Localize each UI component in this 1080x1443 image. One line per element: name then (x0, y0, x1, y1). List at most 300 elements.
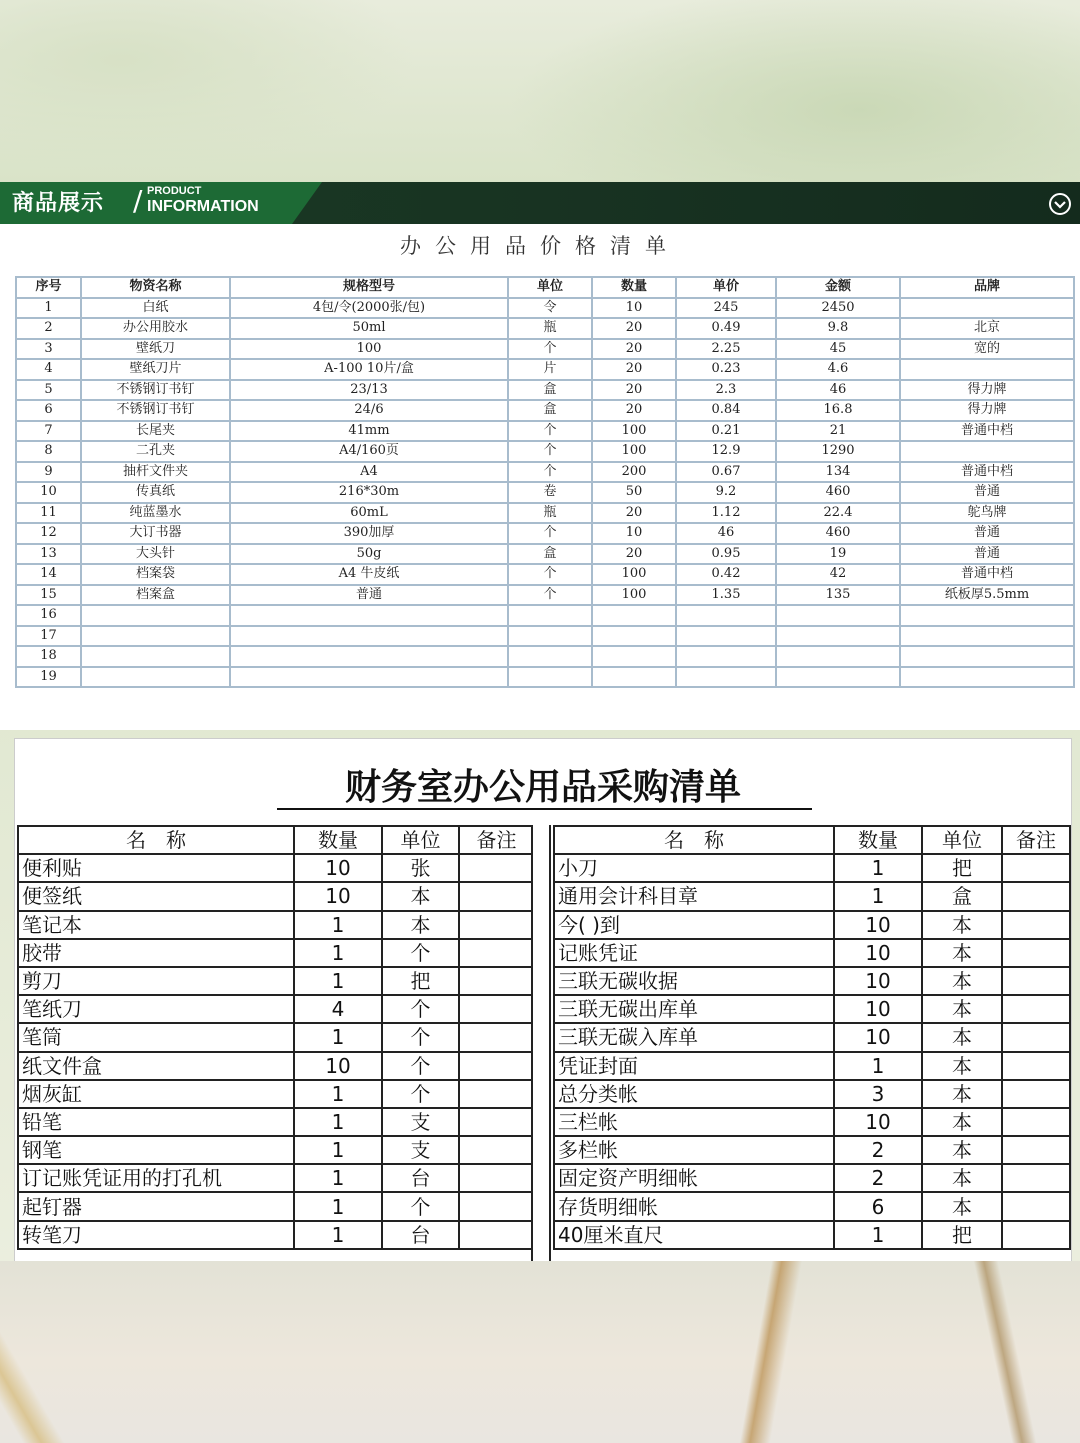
table-cell: 个 (508, 441, 592, 462)
table-cell: 传真纸 (81, 482, 230, 503)
table-cell: 10 (592, 523, 676, 544)
table-cell: 起钉器 (18, 1192, 294, 1220)
table-cell (1002, 1080, 1070, 1108)
table-cell (459, 1192, 534, 1220)
purchase-list-document (14, 738, 1072, 1262)
table-cell: 支 (382, 1108, 459, 1136)
table-cell: 今( )到 (554, 911, 834, 939)
table-cell: 盒 (508, 544, 592, 565)
table-cell: 10 (834, 939, 922, 967)
table-row (16, 482, 1074, 503)
table-cell: 42 (776, 564, 900, 585)
table-cell: 6 (834, 1192, 922, 1220)
table-row (554, 1136, 1070, 1164)
table-cell: 存货明细帐 (554, 1192, 834, 1220)
table-row (18, 939, 534, 967)
table-cell: 铅笔 (18, 1108, 294, 1136)
table-row (18, 1052, 534, 1080)
banner-title-zh: 商品展示 (12, 191, 105, 216)
table-row (16, 441, 1074, 462)
table-cell: 普通中档 (900, 421, 1074, 442)
table-cell (676, 646, 776, 667)
table-cell (592, 605, 676, 626)
table-cell: 本 (922, 967, 1002, 995)
table-cell (900, 359, 1074, 380)
table-cell: 2 (834, 1164, 922, 1192)
table-cell: 三栏帐 (554, 1108, 834, 1136)
table-row (18, 911, 534, 939)
table-row (18, 1221, 534, 1249)
table-cell: 抽杆文件夹 (81, 462, 230, 483)
table-cell (676, 667, 776, 688)
table-cell: 壁纸刀片 (81, 359, 230, 380)
table-row (18, 854, 534, 882)
table-cell: A4 (230, 462, 508, 483)
column-header: 名 称 (18, 826, 294, 854)
table-cell: 4包/令(2000张/包) (230, 298, 508, 319)
table-cell (81, 667, 230, 688)
table-row (554, 939, 1070, 967)
table-cell: 得力牌 (900, 380, 1074, 401)
table-row (18, 1192, 534, 1220)
table-cell: 笔纸刀 (18, 995, 294, 1023)
background-top (0, 0, 1080, 182)
table-cell: 本 (922, 1023, 1002, 1051)
table-cell: 小刀 (554, 854, 834, 882)
background-bottom (0, 1261, 1080, 1443)
table-cell: 5 (16, 380, 81, 401)
column-header: 金额 (776, 277, 900, 298)
table-cell: 10 (834, 995, 922, 1023)
price-list-document (0, 224, 1080, 730)
purchase-table-right (553, 825, 1071, 1250)
table-cell: 1 (834, 854, 922, 882)
table-cell (1002, 1164, 1070, 1192)
table-cell: 6 (16, 400, 81, 421)
table-cell (508, 646, 592, 667)
column-header: 备注 (1002, 826, 1070, 854)
table-cell: 档案盒 (81, 585, 230, 606)
table-cell: 0.84 (676, 400, 776, 421)
table-cell: 10 (834, 1023, 922, 1051)
banner-slash: / (133, 184, 143, 217)
table-cell: 订记账凭证用的打孔机 (18, 1164, 294, 1192)
column-header: 数量 (294, 826, 382, 854)
table-cell: 1 (834, 1052, 922, 1080)
table-cell: 本 (922, 1108, 1002, 1136)
table-cell (508, 667, 592, 688)
table-row (18, 1136, 534, 1164)
column-header: 规格型号 (230, 277, 508, 298)
column-header: 物资名称 (81, 277, 230, 298)
table-cell: 1.35 (676, 585, 776, 606)
table-cell (676, 626, 776, 647)
table-cell: 20 (592, 339, 676, 360)
table-cell: 12 (16, 523, 81, 544)
table-cell (900, 626, 1074, 647)
table-cell (230, 667, 508, 688)
table-cell: 1290 (776, 441, 900, 462)
table-cell: A4 牛皮纸 (230, 564, 508, 585)
table-cell: 个 (508, 564, 592, 585)
table-cell: 60mL (230, 503, 508, 524)
table-cell: 100 (592, 441, 676, 462)
table-row (16, 605, 1074, 626)
table-row (554, 854, 1070, 882)
table-cell: 2450 (776, 298, 900, 319)
table-cell: 10 (294, 882, 382, 910)
table-cell: 白纸 (81, 298, 230, 319)
table-cell: 14 (16, 564, 81, 585)
table-cell (81, 646, 230, 667)
table-cell: 不锈钢订书钉 (81, 400, 230, 421)
table-cell: 4.6 (776, 359, 900, 380)
table-row (16, 646, 1074, 667)
table-cell: 11 (16, 503, 81, 524)
table-row (18, 1023, 534, 1051)
table-cell: 普通中档 (900, 564, 1074, 585)
column-header: 品牌 (900, 277, 1074, 298)
table-cell: 把 (382, 967, 459, 995)
table-cell: 本 (382, 882, 459, 910)
table-cell: 个 (508, 585, 592, 606)
table-cell: 16.8 (776, 400, 900, 421)
purchase-list-title: 财务室办公用品采购清单 (344, 767, 741, 808)
table-cell (1002, 882, 1070, 910)
table-cell: 普通 (900, 482, 1074, 503)
table-row (554, 1192, 1070, 1220)
table-cell: 1 (834, 882, 922, 910)
table-cell: 10 (294, 1052, 382, 1080)
table-cell (459, 1136, 534, 1164)
table-cell: 笔记本 (18, 911, 294, 939)
table-cell: 1 (294, 1080, 382, 1108)
table-cell: 1 (834, 1221, 922, 1249)
table-cell: 本 (922, 1136, 1002, 1164)
table-cell: 100 (592, 564, 676, 585)
table-cell: 二孔夹 (81, 441, 230, 462)
table-cell: 普通 (230, 585, 508, 606)
table-cell: 把 (922, 1221, 1002, 1249)
purchase-table-left (17, 825, 535, 1250)
table-cell: 大订书器 (81, 523, 230, 544)
table-row (554, 1164, 1070, 1192)
table-row (18, 967, 534, 995)
table-cell (900, 441, 1074, 462)
table-row (18, 1080, 534, 1108)
table-cell: 45 (776, 339, 900, 360)
table-cell (459, 1052, 534, 1080)
table-cell: 1 (294, 1136, 382, 1164)
table-cell (459, 911, 534, 939)
price-list-table (15, 276, 1075, 688)
table-cell: 100 (592, 421, 676, 442)
table-cell: 100 (592, 585, 676, 606)
table-cell: 1 (16, 298, 81, 319)
table-cell: 本 (922, 911, 1002, 939)
table-row (554, 882, 1070, 910)
table-cell (459, 882, 534, 910)
table-cell: 便利贴 (18, 854, 294, 882)
table-cell: 41mm (230, 421, 508, 442)
table-cell (1002, 1136, 1070, 1164)
table-cell: 台 (382, 1164, 459, 1192)
table-cell (900, 667, 1074, 688)
table-cell: 135 (776, 585, 900, 606)
table-cell: 0.21 (676, 421, 776, 442)
table-cell: 10 (834, 1108, 922, 1136)
table-cell: 本 (382, 911, 459, 939)
table-row (16, 462, 1074, 483)
table-cell: 16 (16, 605, 81, 626)
table-cell (592, 626, 676, 647)
table-cell: 2.25 (676, 339, 776, 360)
table-row (18, 882, 534, 910)
table-cell: 7 (16, 421, 81, 442)
table-cell (459, 939, 534, 967)
table-row (16, 359, 1074, 380)
table-cell: 9.2 (676, 482, 776, 503)
table-cell (900, 298, 1074, 319)
table-cell: 剪刀 (18, 967, 294, 995)
table-cell: 20 (592, 544, 676, 565)
table-cell: 1.12 (676, 503, 776, 524)
table-cell: 把 (922, 854, 1002, 882)
table-cell: 9.8 (776, 318, 900, 339)
table-cell: 个 (508, 339, 592, 360)
table-cell: 台 (382, 1221, 459, 1249)
column-header: 备注 (459, 826, 534, 854)
table-cell (230, 626, 508, 647)
table-cell: 本 (922, 939, 1002, 967)
table-row (18, 995, 534, 1023)
table-cell: 本 (922, 1192, 1002, 1220)
table-cell: 通用会计科目章 (554, 882, 834, 910)
table-cell: 本 (922, 1080, 1002, 1108)
table-cell: 瓶 (508, 318, 592, 339)
table-cell: 460 (776, 523, 900, 544)
table-cell: 得力牌 (900, 400, 1074, 421)
table-row (554, 1108, 1070, 1136)
table-cell: 档案袋 (81, 564, 230, 585)
table-cell (459, 1221, 534, 1249)
table-cell: 10 (834, 967, 922, 995)
table-row (16, 339, 1074, 360)
table-cell (1002, 967, 1070, 995)
table-cell: 2.3 (676, 380, 776, 401)
table-row (16, 585, 1074, 606)
table-cell: 片 (508, 359, 592, 380)
table-cell: 鸵鸟牌 (900, 503, 1074, 524)
table-cell: 17 (16, 626, 81, 647)
table-cell: 盒 (922, 882, 1002, 910)
table-cell (592, 667, 676, 688)
table-cell: 13 (16, 544, 81, 565)
purchase-left-header-row (18, 826, 534, 854)
table-row (16, 503, 1074, 524)
table-cell (1002, 1108, 1070, 1136)
table-cell: 支 (382, 1136, 459, 1164)
table-cell: 大头针 (81, 544, 230, 565)
table-cell: 纸文件盒 (18, 1052, 294, 1080)
table-cell (508, 605, 592, 626)
table-cell: 多栏帐 (554, 1136, 834, 1164)
column-header: 序号 (16, 277, 81, 298)
table-cell: 个 (382, 1192, 459, 1220)
table-cell: 不锈钢订书钉 (81, 380, 230, 401)
table-cell: 3 (834, 1080, 922, 1108)
table-cell: 1 (294, 967, 382, 995)
table-cell (1002, 1192, 1070, 1220)
table-cell: 9 (16, 462, 81, 483)
table-row (554, 967, 1070, 995)
table-cell (676, 605, 776, 626)
table-row (16, 318, 1074, 339)
table-cell: 烟灰缸 (18, 1080, 294, 1108)
table-cell: 1 (294, 939, 382, 967)
table-cell: 北京 (900, 318, 1074, 339)
table-row (554, 911, 1070, 939)
table-cell: 22.4 (776, 503, 900, 524)
table-cell: 23/13 (230, 380, 508, 401)
table-cell: 长尾夹 (81, 421, 230, 442)
table-cell: 瓶 (508, 503, 592, 524)
table-cell: 8 (16, 441, 81, 462)
column-header: 单位 (508, 277, 592, 298)
table-cell (81, 605, 230, 626)
table-cell: 50ml (230, 318, 508, 339)
table-cell (1002, 911, 1070, 939)
table-cell: 12.9 (676, 441, 776, 462)
table-cell: 10 (294, 854, 382, 882)
column-header: 单位 (922, 826, 1002, 854)
table-cell (459, 854, 534, 882)
table-row (16, 564, 1074, 585)
table-cell: 4 (16, 359, 81, 380)
table-cell: 记账凭证 (554, 939, 834, 967)
table-cell: 0.95 (676, 544, 776, 565)
table-cell (900, 605, 1074, 626)
table-cell (1002, 1023, 1070, 1051)
table-cell: 19 (16, 667, 81, 688)
table-cell: 张 (382, 854, 459, 882)
table-cell: 50g (230, 544, 508, 565)
table-cell: 钢笔 (18, 1136, 294, 1164)
table-cell: 个 (382, 939, 459, 967)
table-cell (776, 667, 900, 688)
table-cell (508, 626, 592, 647)
column-header: 单位 (382, 826, 459, 854)
table-row (16, 400, 1074, 421)
table-cell: 令 (508, 298, 592, 319)
table-row (16, 544, 1074, 565)
table-cell (459, 995, 534, 1023)
table-cell: 便签纸 (18, 882, 294, 910)
table-cell (1002, 995, 1070, 1023)
table-cell: 本 (922, 1052, 1002, 1080)
table-row (16, 626, 1074, 647)
table-cell: 个 (382, 1052, 459, 1080)
table-cell: 个 (508, 523, 592, 544)
table-cell (459, 967, 534, 995)
table-cell (776, 646, 900, 667)
table-cell: 245 (676, 298, 776, 319)
table-cell (776, 605, 900, 626)
table-cell: 三联无碳出库单 (554, 995, 834, 1023)
table-cell: 本 (922, 1164, 1002, 1192)
table-cell: 19 (776, 544, 900, 565)
table-cell: 个 (382, 1023, 459, 1051)
column-header: 单价 (676, 277, 776, 298)
table-cell: 个 (508, 421, 592, 442)
table-cell: 卷 (508, 482, 592, 503)
table-cell (1002, 854, 1070, 882)
table-cell: 2 (16, 318, 81, 339)
title-underline (277, 808, 812, 810)
table-row (554, 1052, 1070, 1080)
table-row (554, 1023, 1070, 1051)
table-cell: 10 (16, 482, 81, 503)
table-cell (592, 646, 676, 667)
table-cell: 纯蓝墨水 (81, 503, 230, 524)
table-cell: 凭证封面 (554, 1052, 834, 1080)
table-cell: 0.49 (676, 318, 776, 339)
table-row (554, 1080, 1070, 1108)
table-row (18, 1108, 534, 1136)
table-cell: 三联无碳收据 (554, 967, 834, 995)
table-cell: 纸板厚5.5mm (900, 585, 1074, 606)
table-cell (459, 1164, 534, 1192)
price-list-header-row (16, 277, 1074, 298)
table-cell (900, 646, 1074, 667)
table-cell: 100 (230, 339, 508, 360)
table-cell (459, 1080, 534, 1108)
table-cell: 宽的 (900, 339, 1074, 360)
table-cell: 390加厚 (230, 523, 508, 544)
table-cell: 134 (776, 462, 900, 483)
purchase-right-header-row (554, 826, 1070, 854)
table-row (16, 667, 1074, 688)
table-cell: 24/6 (230, 400, 508, 421)
price-list-title: 办公用品价格清单 (400, 234, 680, 258)
table-cell: 个 (382, 995, 459, 1023)
table-cell: 0.23 (676, 359, 776, 380)
table-cell: 个 (382, 1080, 459, 1108)
table-cell: 20 (592, 359, 676, 380)
table-cell: A-100 10片/盒 (230, 359, 508, 380)
table-cell: 1 (294, 1192, 382, 1220)
column-header: 数量 (834, 826, 922, 854)
table-row (16, 523, 1074, 544)
banner-title-en-bottom: INFORMATION (147, 198, 259, 215)
table-cell: 转笔刀 (18, 1221, 294, 1249)
chevron-down-circle-icon[interactable] (1048, 192, 1072, 216)
table-cell: 18 (16, 646, 81, 667)
table-cell: 壁纸刀 (81, 339, 230, 360)
table-cell: 20 (592, 400, 676, 421)
table-cell: 办公用胶水 (81, 318, 230, 339)
table-cell: 三联无碳入库单 (554, 1023, 834, 1051)
table-cell (776, 626, 900, 647)
table-cell: 1 (294, 1023, 382, 1051)
table-row (554, 1221, 1070, 1249)
table-cell: 胶带 (18, 939, 294, 967)
table-cell: 0.67 (676, 462, 776, 483)
table-row (16, 421, 1074, 442)
table-cell (81, 626, 230, 647)
table-cell: 固定资产明细帐 (554, 1164, 834, 1192)
table-cell: 200 (592, 462, 676, 483)
